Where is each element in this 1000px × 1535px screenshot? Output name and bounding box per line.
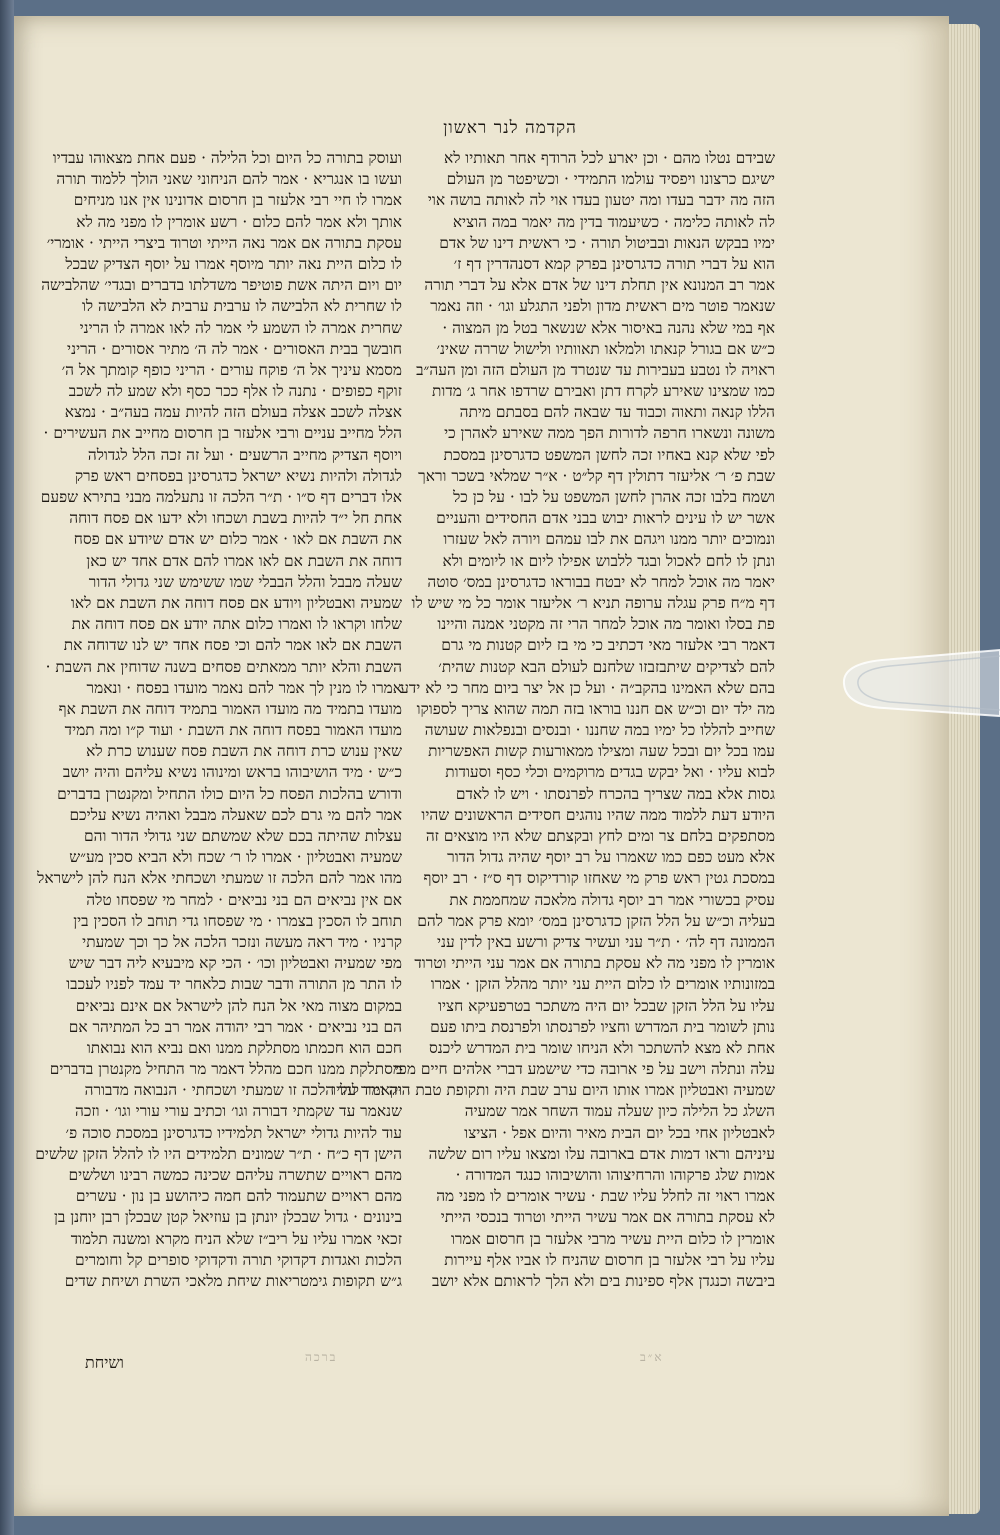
text-line: היודע דעת ללמוד ממה שהיו נוהגים חסידים הראשונים שהיו [421, 805, 775, 824]
text-line: ועשו בו אנגריא · אמר להם הניחוני שאני הולך ללמוד תורה [56, 170, 402, 189]
text-line: במקום מצוה מאי אל הנח להן לישראל אם אינם נביאים [75, 996, 402, 1015]
catchword: ושיחת [85, 1353, 124, 1372]
text-line: שנאמר עד שקמתי דבורה וגו׳ וכתיב עורי עורי וגו׳ · וזכה [74, 1102, 402, 1121]
text-line: יום ויום היתה אשת פוטיפר משדלתו בדברים ובגדי׳ שהלבישה [41, 276, 402, 295]
text-line: ג״ש תקופות גימטריאות שיחת מלאכי השרת ושיחת שדים [64, 1271, 402, 1290]
text-line: נותן לשומר בית המדרש וחציו לפרנסתו ולפרנסת ביתו פעם [430, 1017, 775, 1036]
text-line: את השבת אם לאו · אמר כלום יש אדם שיודע אם פסח [73, 530, 402, 549]
text-line: אמרו ראוי זה לחלל עליו שבת · עשיר אומרים לו מפני מה [436, 1187, 775, 1206]
text-line: אותך ולא אמר להם כלום · רשע אומרין לו מפני מה לא [76, 212, 402, 231]
text-line: מהו אמר להם הלכה זו שמעתי ושכחתי אלא הנח להן לישראל [37, 869, 402, 888]
text-line: עצלות שהיתה בכם שלא שמשתם שני גדולי הדור והם [84, 827, 402, 845]
text-line: אחת חל י״ד להיות בשבת ושכחו ולא ידעו אם פסח דוחה [69, 509, 402, 528]
text-line: אומרין לו כלום היית עשיר מרבי אלעזר בן חרסום אמרו [450, 1229, 775, 1248]
running-head: הקדמה לנר ראשון [443, 118, 577, 138]
text-line: מסמא עיניך אל ה׳ פוקח עורים · הריני כופף קומתך אל ה׳ [61, 360, 402, 379]
text-line: כמו שמצינו שאירע לקרח דתן ואבירם שרדפו אחר ג׳ מדות [432, 382, 775, 401]
text-line: כ״ש · מיד הושיבוהו בראש ומינוהו נשיא עליהם והיה יושב [62, 763, 402, 782]
text-line: לו התר מן התורה ודבר שבות כלאחר יד עמד לפניו לעכבו [66, 975, 402, 994]
text-line: זוקף כפופים · נתנה לו אלף ככר כסף ולא שמע לה לשכב [68, 382, 402, 401]
text-line: ודורש בהלכות הפסח כל היום כולו התחיל ומקנטרן בדברים [57, 784, 402, 803]
text-line: השלג כל הלילה כיון שעלה עמוד השחר אמר שמעיה [464, 1102, 775, 1121]
text-line: ראויה לו נטבע בעבירות עד שנטרד מן העולם הזה ומן העה״ב [416, 360, 775, 379]
text-line: הללו קנאה ותאוה וכבוד עד שבאה להם בסבתם מיתה [459, 403, 775, 422]
text-line: להם לצדיקים שיתבזבזו שלחנם לעולם הבא קטנות שהית׳ [438, 657, 775, 676]
text-line: שחייב להללו כל ימיו במה שחננו · ובנסים ובנפלאות שעושה [424, 721, 775, 740]
text-line: שנאמר פוטר מים ראשית מדון ולפני התגלע וגו׳ · וזה נאמר [430, 297, 775, 316]
text-line: לו שחרית לא הלבישה לו ערבית ערבית לא הלבישה לו [81, 297, 402, 316]
text-line: גסות אלא במה שצריך בהכרח לפרנסתו · ויש לו לאדם [455, 784, 775, 803]
text-line: מה ילד יום וכ״ש אם חננו בוראו בזה תמה שהוא צריך לספוקו [416, 699, 775, 718]
faint-stamp-mark: א״ב [640, 1350, 664, 1364]
binding-gutter [0, 0, 14, 1535]
text-line: הזה מה ידבר בעדו ומה יטעון בעדו אוי לה לאותה בושה אוי [427, 191, 775, 210]
text-line: ביבשה וכנגדן אלף ספינות בים ולא הלך לראותם אלא יושב [431, 1271, 775, 1290]
text-line: אלו דברים דף ס״ו · ת״ר הלכה זו נתעלמה מבני בתירא שפעם [40, 488, 402, 506]
text-line: אחת לא מצא להשתכר ולא הניחו שומר בית המדרש ליכנס [428, 1038, 775, 1057]
left-text-column [35, 148, 402, 1358]
text-line: חובשך בבית האסורים · אמר לה ה׳ מתיר אסורים · הריני [67, 339, 402, 358]
text-line: אף במי שלא נהנה באיסור אלא שנשאר בטל מן המצוה · [442, 318, 775, 337]
text-line: כ״ש אם בגורל קנאתו ולמלאו תאוותיו ולישול שררה שאינ׳ [436, 339, 775, 358]
text-line: קרניו · מיד ראה מעשה ונזכר הלכה אל כך וכך שמעתי [82, 932, 402, 951]
text-line: שעלה מבבל והלל הבבלי שמו ששימש שני גדולי הדור [88, 572, 402, 591]
text-line: השבת אם לאו אמר להם וכי פסח אחד יש לנו שדוחה את [63, 636, 402, 655]
text-line: לגדולה ולהיות נשיא ישראל כדגרסינן בפסחים ראש פרק [74, 466, 402, 485]
text-line: עסקת בתורה אם אמר נאה הייתי וטרוד ביצרי הייתי · אומרי׳ [46, 233, 402, 252]
text-line: שחרית אמרה לו השמע לי אמר לה לאו אמרה לו הריני [79, 318, 402, 337]
text-line: מהם ראויים שתשרה עליהם שכינה כמשה רבינו ושלשים [68, 1166, 402, 1184]
text-line: אמות שלג פרקוהו והרחיצוהו והושיבוהו כנגד המדורה · [455, 1166, 775, 1184]
text-line: שבת פ׳ ר׳ אליעזר דתולין דף קל״ט · א״ר שמלאי בשכר וראך [418, 466, 775, 485]
text-line: עיניהם וראו דמות אדם בארובה עלו ומצאו עליו רום שלשה [428, 1144, 775, 1163]
text-line: ויוסף הצדיק מחייב הרשעים · ועל זה זכה הלל לגדולה [87, 445, 402, 464]
text-line: עליו על הלל הזקן שבכל יום היה משתכר בטרפעיקא חציו [438, 996, 775, 1015]
text-line: מסתפקים בלחם צר ומים לחץ ובקצתם שלא היו מוצאים זה [425, 827, 775, 845]
text-line: זכאי אמרו עליו על ריב״ז שלא הניח מקרא ומשנה תלמוד [70, 1229, 402, 1248]
text-line: בהם שלא האמינו בהקב״ה · ועל כן אל יצר ביום מחר כי לא ידע [400, 678, 775, 697]
faint-stamp-mark: ברכה [305, 1350, 338, 1364]
text-line: מועדו בתמיד מה מועדו האמור בתמיד דוחה את השבת אף [58, 699, 402, 718]
text-line: מסתלקת ממנו חכם מהלל דאמר מר התחיל מקנטרן בדברים [49, 1060, 402, 1079]
text-line: אמר להם מי גרם לכם שאעלה מבבל ואהיה נשיא עליכם [69, 805, 402, 824]
text-line: במזונותיו אומרים לו כלום היית עני יותר מהלל הזקן · אמרו [430, 975, 775, 994]
text-line: בינונים · גדול שבכלן יונתן בן עוזיאל קטן שבכלן רבן יוחנן בן [53, 1208, 402, 1227]
text-line: לה לאותה כלימה · כשיעמוד בדין מה יאמר במה הוציא [452, 212, 775, 231]
text-line: הממונה דף לה׳ · ת״ר עני ועשיר צדיק ורשע באין לדין עני [436, 932, 775, 951]
text-line: אמר רב המנונא אין תחלת דינו של אדם אלא על דברי תורה [424, 276, 775, 295]
page-clip [842, 642, 1000, 724]
text-line: עמו בכל יום ובכל שעה ומצילו ממאורעות קשות האפשריות [428, 742, 775, 761]
text-line: תוחב לו הסכין בצמרו · מי שפסחו גדי תוחב לו הסכין בין [73, 911, 402, 930]
text-line: ונתן לו לחם לאכול ובגד ללבוש אפילו ליום או ליומים ולא [442, 551, 775, 570]
text-line: מפי שמעיה ואבטליון וכו׳ · הכי קא מיבעיא ליה דבר שיש [68, 954, 402, 973]
text-line: שלחו וקראו לו ואמרו כלום אתה יודע אם פסח דוחה את [71, 615, 402, 634]
text-line: הישן דף כ״ח · ת״ר שמונים תלמידים היו לו להלל הזקן שלשים [35, 1144, 402, 1163]
text-line: חכם הוא חכמתו מסתלקת ממנו ואם נביא הוא נבואתו [86, 1038, 402, 1057]
text-line: מועדו האמור בפסח דוחה את השבת · ועוד ק״ו ומה תמיד [64, 721, 402, 740]
text-line: שמעיה ואבטליון · אמרו לו ר׳ שכח ולא הביא סכין מע״ש [69, 848, 402, 867]
text-line: הם בני נביאים · אמר רבי יהודה אמר רב כל המתיהר אם [68, 1017, 402, 1036]
text-line: אמרו לו חיי רבי אלעזר בן חרסום אדונינו אין אנו מניחים [73, 191, 402, 210]
right-text-column [332, 148, 775, 1290]
text-line: דוחה את השבת אם לאו אמרו להם אדם אחד יש כאן [86, 551, 402, 570]
text-line: לאבטליון אחי בכל יום הבית מאיר והיום אפל · הציצו [464, 1123, 775, 1142]
text-line: במסכת גטין ראש פרק מי שאחזו קורדיקוס דף ס״ז · רב יוסף [423, 869, 775, 888]
text-line: דף מ״ח פרק עגלה ערופה תניא ר׳ אליעזר אומר כל מי שיש לו [411, 593, 775, 612]
text-line: ונמוכים יותר ממנו ויגהם את לבו עמהם ויורה לאל שעזרו [443, 530, 775, 549]
text-line: אם אין נביאים הם בני נביאים · למחר מי שפסחו טלה [86, 890, 402, 909]
text-line: ימיו בבקש הנאות ובביטול תורה · כי ראשית דינו של אדם [439, 233, 775, 252]
text-line: אמרו לו מנין לך אמר להם נאמר מועדו בפסח · ונאמר [86, 678, 402, 697]
text-line: בעליה וכ״ש על הלל הזקן כדגרסינן במס׳ יומא פרק אמר להם [417, 911, 775, 930]
text-line: יאמר מה אוכל למחר לא יבטח בבוראו כדגרסינן במס׳ סוטה [427, 572, 775, 591]
text-line: עסיק בכשורי אמר רב יוסף גדולה מלאכה שמחממת את [449, 890, 775, 909]
text-line: אשר יש לו עינים לראות יבוש בבני אדם החסידים והעניים [436, 509, 775, 528]
text-line: ישיגם כרצונו ויפסיד עולמו התמידי · וכשיפטר מן העולם [446, 170, 775, 189]
text-line: ועוסק בתורה כל היום וכל הלילה · פעם אחת מצאוהו עבדיו [52, 149, 402, 167]
text-line: שמעיה ואבטליון אמרו אותו היום ערב שבת היה ותקופת טבת היה וירד עליו [332, 1081, 775, 1100]
text-line: השבת והלא יותר ממאתים פסחים בשנה שדוחין את השבת · [45, 657, 402, 676]
text-line: עוד להיות גדולי ישראל תלמידיו כדגרסינן במסכת סוכה פ׳ [65, 1123, 402, 1142]
text-line: הלכות ואגדות דקדוקי תורה ודקדוקי סופרים קל וחומרים [75, 1250, 402, 1269]
text-line: הלל מחייב עניים ורבי אלעזר בן חרסום מחייב את העשירים · [43, 424, 402, 443]
text-line: שאין ענוש כרת דוחה את השבת פסח שענוש כרת לא [86, 742, 402, 761]
text-line: וקאמר להו הלכה זו שמעתי ושכחתי · הנבואה מדבורה [84, 1081, 402, 1100]
text-line: פת בסלו ואומר מה אוכל למחר הרי זה מקטני אמנה והיינו [437, 615, 775, 634]
text-line: הוא על דברי תורה כדגרסינן בפרק קמא דסנהדרין דף ז׳ [453, 254, 775, 273]
text-line: עליו על רבי אלעזר בן חרסום שהניח לו אביו אלף עיירות [444, 1250, 775, 1269]
text-line: שבידם נטלו מהם · וכן יארע לכל הרודף אחר תאותיו לא [443, 149, 775, 167]
text-line: מהם ראויים שתעמוד להם חמה כיהושע בן נון · עשרים [75, 1187, 402, 1206]
text-line: אלא מעט כפם כמו שאמרו על רב יוסף שהיה גדול הדור [447, 848, 775, 867]
text-line: דאמר רבי אלעזר מאי דכתיב כי מי בז ליום קטנות מי גרם [441, 636, 775, 655]
text-line: לו כלום היית נאה יותר מיוסף אמרו על יוסף הצדיק שבכל [65, 254, 402, 273]
text-line: שמעיה ואבטליון ויודע אם פסח דוחה את השבת אם לאו [70, 593, 402, 612]
text-line: לבוא עליו · ואל יבקש בגדים מרוקמים וכלי כסף וסעודות [445, 763, 775, 782]
text-line: ושמח בלבו זכה אהרן לחשן המשפט על לבו · על כן כל [453, 488, 775, 506]
text-line: לפי שלא קנא באחיו זכה לחשן המשפט כדגרסינן במסכת [443, 445, 775, 464]
text-line: עלה ונתלה וישב על פי ארובה כדי שישמע דברי אלהים חיים מפי [394, 1060, 775, 1079]
text-line: אומרין לו מפני מה לא עסקת בתורה אם אמר עני הייתי וטרוד [414, 954, 775, 973]
text-line: אצלה לשכב אצלה בעולם הזה להיות עמה בעה״ב · נמצא [64, 403, 402, 422]
text-line: לא עסקת בתורה אם אמר עשיר הייתי וטרוד בנכסי הייתי [440, 1208, 775, 1227]
text-line: משונה ונשארו חרפה לדורות הפך ממה שאירע לאהרן כי [444, 424, 775, 443]
